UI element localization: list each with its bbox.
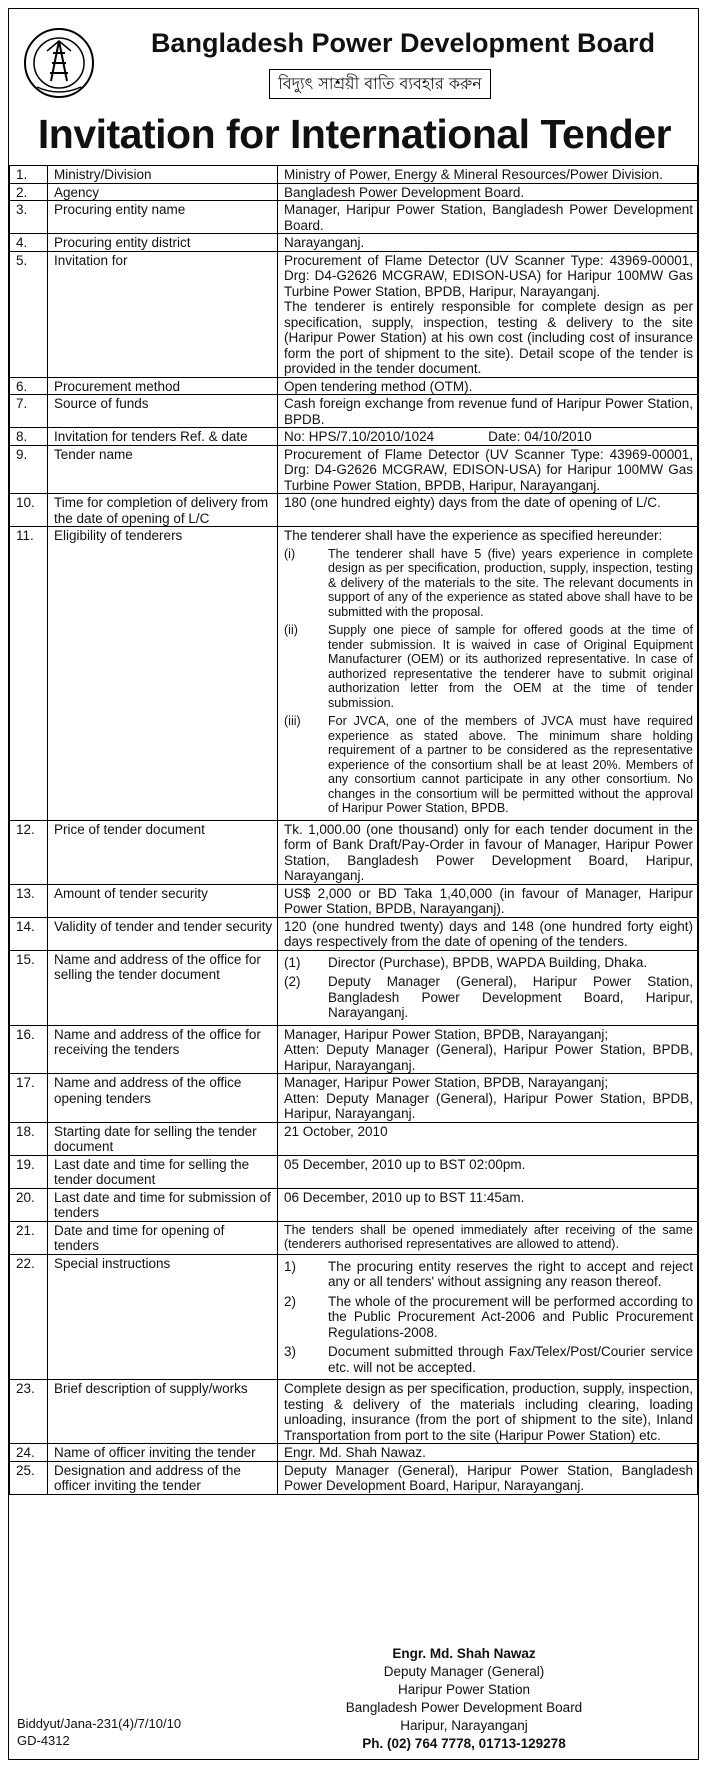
row-text: 21 October, 2010 xyxy=(284,1123,388,1139)
tender-ref: No: HPS/7.10/2010/1024 xyxy=(284,429,435,444)
table-row xyxy=(10,1254,698,1380)
row-text: Manager, Haripur Power Station, Bangladesh Power Development Board. xyxy=(284,202,693,233)
row-number: 11. xyxy=(10,527,48,821)
signatory-address: Haripur, Narayanganj xyxy=(400,1718,528,1733)
row-text: Complete design as per specification, production, supply, inspection, testing & delivery of the materials including clearing, loading unloading, insurance (from the port of shipment to the site), Inland Transportation from port to the site (Haripur Power Station) etc. xyxy=(284,1381,693,1443)
table-row xyxy=(10,183,698,201)
row-label: Last date and time for selling the tender document xyxy=(48,1155,278,1188)
sub-item xyxy=(284,955,693,971)
row-label: Last date and time for submission of tenders xyxy=(48,1188,278,1221)
sub-item-text: The procuring entity reserves the right to accept and reject any or all tenders' without assigning any reason thereof. xyxy=(328,1258,693,1289)
sub-item xyxy=(284,623,693,710)
sub-item-number: 3) xyxy=(284,1344,297,1359)
row-label: Time for completion of delivery from the date of opening of L/C xyxy=(48,494,278,527)
ref-date-line xyxy=(284,429,693,445)
sub-item-text: The tenderer shall have 5 (five) years experience in complete design as per specification, production, supply, inspection, testing & delivery of the materials to the site. The relevant documents in support of any of the experience as stated above shall have to be submitted with the proposal. xyxy=(328,546,693,619)
row-label: Starting date for selling the tender document xyxy=(48,1122,278,1155)
table-row xyxy=(10,1074,698,1123)
row-label: Name of officer inviting the tender xyxy=(48,1444,278,1462)
row-label: Name and address of the office for selling the tender document xyxy=(48,950,278,1025)
row-value xyxy=(278,494,698,527)
table-row xyxy=(10,950,698,1025)
row-number: 21. xyxy=(10,1221,48,1254)
row-number: 15. xyxy=(10,950,48,1025)
header xyxy=(9,9,698,165)
row-text: Narayanganj. xyxy=(284,235,365,250)
sub-item-text: Deputy Manager (General), Haripur Power Station, Bangladesh Power Development Board, Haripur, Narayanganj. xyxy=(328,974,693,1020)
table-row xyxy=(10,201,698,234)
row-label: Procuring entity name xyxy=(48,201,278,234)
row-text-2: Atten: Deputy Manager (General), Haripur Power Station, BPDB, Haripur, Narayanganj. xyxy=(284,1090,693,1121)
table-row xyxy=(10,494,698,527)
row-number: 9. xyxy=(10,445,48,494)
row-value xyxy=(278,1155,698,1188)
signature-block xyxy=(329,1645,599,1753)
sub-item-text: The whole of the procurement will be performed according to the Public Procurement Act-2006 and Public Procurement Regulations-2008. xyxy=(328,1293,693,1340)
table-row xyxy=(10,1380,698,1444)
org-name: Bangladesh Power Development Board xyxy=(150,28,656,58)
row-value xyxy=(278,234,698,252)
row-number: 12. xyxy=(10,820,48,884)
row-value xyxy=(278,527,698,821)
row-text: Deputy Manager (General), Haripur Power Station, Bangladesh Power Development Board, Haripur, Narayanganj. xyxy=(284,1462,693,1493)
ref-line-2: GD-4312 xyxy=(17,1733,70,1748)
sub-item xyxy=(284,1294,693,1341)
row-label: Procurement method xyxy=(48,377,278,395)
row-text: Procurement of Flame Detector (UV Scanner Type: 43969-00001, Drg: D4-G2626 MCGRAW, EDISON-USA) for Haripur 100MW Gas Turbine Power Station, BPDB, Haripur, Narayanganj. xyxy=(284,252,693,299)
row-number: 22. xyxy=(10,1254,48,1380)
signatory-org: Bangladesh Power Development Board xyxy=(345,1700,583,1715)
row-number: 4. xyxy=(10,234,48,252)
signatory-name: Engr. Md. Shah Nawaz xyxy=(392,1646,536,1661)
table-row xyxy=(10,377,698,395)
row-number: 18. xyxy=(10,1122,48,1155)
table-row xyxy=(10,527,698,821)
sub-item xyxy=(284,714,693,816)
row-number: 6. xyxy=(10,377,48,395)
row-text: Tk. 1,000.00 (one thousand) only for each tender document in the form of Bank Draft/Pay-Order in favour of Manager, Haripur Power Station, Bangladesh Power Development Board, Haripur, Narayanganj. xyxy=(284,821,693,883)
row-value xyxy=(278,183,698,201)
row-value xyxy=(278,395,698,428)
row-label: Amount of tender security xyxy=(48,884,278,917)
sub-item-number: 2) xyxy=(284,1293,297,1309)
signatory-phone: Ph. (02) 764 7778, 01713-129278 xyxy=(362,1736,566,1751)
row-label: Tender name xyxy=(48,445,278,494)
sub-item-number: (2) xyxy=(284,974,301,989)
row-label: Price of tender document xyxy=(48,820,278,884)
sub-item-text: Document submitted through Fax/Telex/Post/Courier service etc. will not be accepted. xyxy=(328,1344,693,1375)
table-row xyxy=(10,1155,698,1188)
row-value xyxy=(278,1380,698,1444)
sub-item-text: Supply one piece of sample for offered goods at the time of tender submission. It is waived in case of Original Equipment Manufacturer (OEM) or its authorized representative. In case of authorized representative the tenderer have to submit original authorization letter from the OEM at the time of tender submission. xyxy=(328,623,693,710)
row-text-2: Atten: Deputy Manager (General), Haripur Power Station, BPDB, Haripur, Narayanganj. xyxy=(284,1042,693,1073)
sub-item xyxy=(284,547,693,620)
table-row xyxy=(10,1221,698,1254)
row-text: The tenders shall be opened immediately after receiving of the same (tenderers authorised representatives are allowed to attend). xyxy=(284,1222,693,1251)
sub-item xyxy=(284,1259,693,1290)
row-number: 20. xyxy=(10,1188,48,1221)
row-value xyxy=(278,1188,698,1221)
row-label: Name and address of the office opening tenders xyxy=(48,1074,278,1123)
row-value xyxy=(278,950,698,1025)
row-label: Brief description of supply/works xyxy=(48,1380,278,1444)
row-number: 3. xyxy=(10,201,48,234)
row-label: Ministry/Division xyxy=(48,166,278,184)
row-value xyxy=(278,1025,698,1074)
row-text: 06 December, 2010 up to BST 11:45am. xyxy=(284,1189,525,1205)
row-value xyxy=(278,377,698,395)
row-value xyxy=(278,251,698,377)
row-number: 7. xyxy=(10,395,48,428)
table-row xyxy=(10,234,698,252)
row-text: US$ 2,000 or BD Taka 1,40,000 (in favour of Manager, Haripur Power Station, BPDB, Narayanganj). xyxy=(284,885,693,916)
row-label: Date and time for opening of tenders xyxy=(48,1221,278,1254)
table-row xyxy=(10,428,698,446)
row-value xyxy=(278,166,698,184)
row-text: 05 December, 2010 up to BST 02:00pm. xyxy=(284,1156,526,1172)
signatory-designation: Deputy Manager (General) xyxy=(383,1664,545,1679)
sub-item-number: (ii) xyxy=(284,623,298,637)
row-value xyxy=(278,820,698,884)
row-number: 8. xyxy=(10,428,48,446)
row-value xyxy=(278,1221,698,1254)
row-label: Special instructions xyxy=(48,1254,278,1380)
row-value xyxy=(278,445,698,494)
sub-item-number: (iii) xyxy=(284,714,301,728)
row-number: 13. xyxy=(10,884,48,917)
tender-notice xyxy=(8,8,699,1760)
row-text: Procurement of Flame Detector (UV Scanner Type: 43969-00001, Drg: D4-G2626 MCGRAW, EDISON-USA) for Haripur 100MW Gas Turbine Power Station, BPDB, Haripur, Narayanganj. xyxy=(284,446,693,493)
row-text: Ministry of Power, Energy & Mineral Resources/Power Division. xyxy=(284,167,663,182)
sub-item xyxy=(284,974,693,1021)
slogan-box: বিদ্যুৎ সাশ্রয়ী বাতি ব্যবহার করুন xyxy=(269,69,491,99)
table-row xyxy=(10,1188,698,1221)
row-label: Invitation for xyxy=(48,251,278,377)
row-value xyxy=(278,1444,698,1462)
table-row xyxy=(10,1025,698,1074)
bpdb-logo-icon xyxy=(23,27,95,99)
row-label: Procuring entity district xyxy=(48,234,278,252)
row-number: 23. xyxy=(10,1380,48,1444)
row-intro: The tenderer shall have the experience as specified hereunder: xyxy=(284,528,663,543)
row-text: Engr. Md. Shah Nawaz. xyxy=(284,1445,426,1460)
table-row xyxy=(10,820,698,884)
row-number: 16. xyxy=(10,1025,48,1074)
row-value xyxy=(278,201,698,234)
row-label: Source of funds xyxy=(48,395,278,428)
row-text: Manager, Haripur Power Station, BPDB, Narayanganj; xyxy=(284,1075,609,1090)
table-row xyxy=(10,1461,698,1494)
row-label: Designation and address of the officer inviting the tender xyxy=(48,1461,278,1494)
table-row xyxy=(10,395,698,428)
table-row xyxy=(10,917,698,950)
row-number: 14. xyxy=(10,917,48,950)
row-label: Eligibility of tenderers xyxy=(48,527,278,821)
row-value xyxy=(278,1122,698,1155)
row-value xyxy=(278,428,698,446)
row-number: 1. xyxy=(10,166,48,184)
row-label: Validity of tender and tender security xyxy=(48,917,278,950)
sub-item-text: For JVCA, one of the members of JVCA must have required experience as stated above. The minimum share holding requirement of a partner to be considered as the representative experience of the consortium shall be at least 20%. Members of any consortium cannot participate in any other consortium. No changes in the consortium will be permitted without the approval of Haripur Power Station, BPDB. xyxy=(328,714,693,815)
row-number: 5. xyxy=(10,251,48,377)
tender-table xyxy=(9,165,698,1495)
row-number: 19. xyxy=(10,1155,48,1188)
sub-item xyxy=(284,1344,693,1375)
table-row xyxy=(10,1122,698,1155)
row-label: Invitation for tenders Ref. & date xyxy=(48,428,278,446)
table-row xyxy=(10,884,698,917)
row-text: Cash foreign exchange from revenue fund of Haripur Power Station, BPDB. xyxy=(284,396,693,427)
sub-item-number: (i) xyxy=(284,546,296,561)
row-number: 10. xyxy=(10,494,48,527)
row-number: 24. xyxy=(10,1444,48,1462)
row-text: Bangladesh Power Development Board. xyxy=(284,184,525,200)
ref-line-1: Biddyut/Jana-231(4)/7/10/10 xyxy=(17,1716,182,1731)
row-text-2: The tenderer is entirely responsible for complete design as per specification, supply, inspection, testing & delivery to the site (Haripur Power Station) at his own cost (including cost of insurance form the port of shipment to the site). Detail scope of the tender is provided in the tender document. xyxy=(284,299,693,376)
row-value xyxy=(278,1254,698,1380)
row-number: 17. xyxy=(10,1074,48,1123)
table-row xyxy=(10,445,698,494)
row-text: 120 (one hundred twenty) days and 148 (one hundred forty eight) days respectively from the date of opening of the tenders. xyxy=(284,918,693,949)
table-row xyxy=(10,251,698,377)
page-title: Invitation for International Tender xyxy=(37,111,672,157)
sub-item-number: (1) xyxy=(284,954,301,970)
row-value xyxy=(278,884,698,917)
row-value xyxy=(278,1461,698,1494)
row-label: Name and address of the office for receiving the tenders xyxy=(48,1025,278,1074)
row-value xyxy=(278,917,698,950)
sub-item-number: 1) xyxy=(284,1258,297,1274)
table-row xyxy=(10,166,698,184)
row-text: Open tendering method (OTM). xyxy=(284,378,473,394)
table-row xyxy=(10,1444,698,1462)
tender-date: Date: 04/10/2010 xyxy=(488,429,592,444)
row-text: Manager, Haripur Power Station, BPDB, Narayanganj; xyxy=(284,1026,609,1042)
row-text: 180 (one hundred eighty) days from the date of opening of L/C. xyxy=(284,495,661,510)
row-number: 2. xyxy=(10,183,48,201)
footer xyxy=(9,1639,698,1759)
sub-item-text: Director (Purchase), BPDB, WAPDA Building, Dhaka. xyxy=(328,954,648,970)
row-number: 25. xyxy=(10,1461,48,1494)
row-label: Agency xyxy=(48,183,278,201)
publication-ref xyxy=(17,1715,181,1749)
row-value xyxy=(278,1074,698,1123)
signatory-station: Haripur Power Station xyxy=(397,1682,531,1697)
